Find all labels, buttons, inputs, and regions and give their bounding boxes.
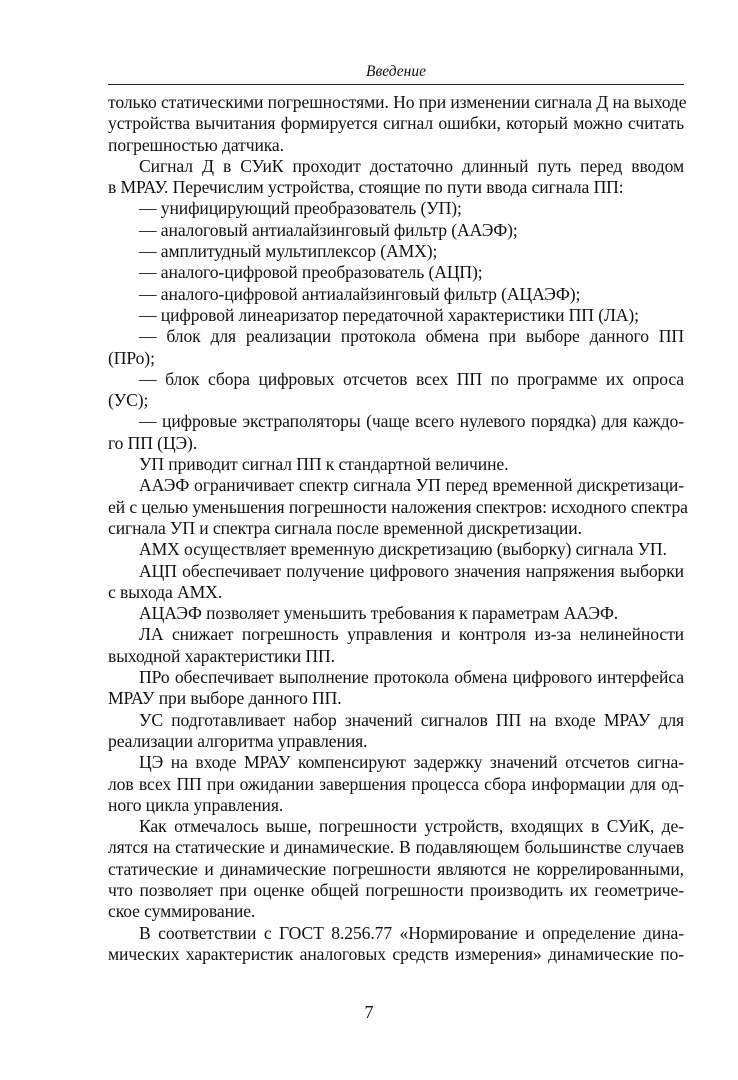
text-line: устройства вычитания формируется сигнал ошибки, который можно считать [108,113,684,134]
text-line: выходной характеристики ПП. [108,645,335,666]
list-item: — блок для реализации протокола обмена при выборе данного ПП [139,326,684,347]
text-line: Как отмечалось выше, погрешности устройств, входящих в СУиК, де- [139,816,684,837]
list-item: — аналого-цифровой антиалайзинговый фильтр (АЦАЭФ); [139,283,581,304]
list-item-continuation: го ПП (ЦЭ). [108,432,198,453]
text-line: ЛА снижает погрешность управления и контроля из-за нелинейности [139,624,684,645]
text-line: сигнала УП и спектра сигнала после временной дискретизации. [108,517,582,538]
text-line: только статическими погрешностями. Но при изменении сигнала Д на выходе [108,92,687,112]
text-line: реализации алгоритма управления. [108,730,368,751]
text-line: Сигнал Д в СУиК проходит достаточно длинный путь перед вводом [139,155,684,176]
text-line: ПРо обеспечивает выполнение протокола обмена цифрового интерфейса [139,667,684,688]
text-line: ААЭФ ограничивает спектр сигнала УП перед временной дискретизаци- [139,475,684,496]
list-item: — цифровой линеаризатор передаточной характеристики ПП (ЛА); [139,304,639,325]
text-line: что позволяет при оценке общей погрешности производить их геометриче- [108,879,684,900]
list-item: — блок сбора цифровых отсчетов всех ПП по программе их опроса [139,368,684,389]
header-title: Введение [366,63,426,80]
list-item-continuation: (УС); [108,390,149,411]
text-line: лятся на статические и динамические. В подавляющем большинстве случаев [108,837,684,858]
text-line: МРАУ при выборе данного ПП. [108,688,342,709]
text-line: с выхода АМХ. [108,581,223,602]
text-line: ЦЭ на входе МРАУ компенсируют задержку значений отсчетов сигна- [139,752,684,773]
page-number: 7 [364,1002,374,1022]
text-line: статические и динамические погрешности являются не коррелированными, [108,858,684,879]
text-line: мических характеристик аналоговых средств измерения» динамические по- [108,943,684,964]
text-line: в МРАУ. Перечислим устройства, стоящие по пути ввода сигнала ПП: [108,177,624,198]
list-item: — амплитудный мультиплексор (АМХ); [139,241,438,262]
text-line: ного цикла управления. [108,794,284,815]
running-header [108,62,684,85]
text-line: лов всех ПП при ожидании завершения процесса сбора информации для од- [108,773,684,794]
text-line: ей с целью уменьшения погрешности наложения спектров: исходного спектра [108,496,688,517]
text-line: АЦАЭФ позволяет уменьшить требования к параметрам ААЭФ. [139,603,619,624]
text-line: АМХ осуществляет временную дискретизацию (выборку) сигнала УП. [139,539,667,560]
text-line: В соответствии с ГОСТ 8.256.77 «Нормирование и определение дина- [139,922,684,943]
text-line: ское суммирование. [108,901,256,922]
list-item: — унифицирующий преобразователь (УП); [139,198,462,219]
list-item: — цифровые экстраполяторы (чаще всего нулевого порядка) для каждо- [139,411,684,432]
text-line: АЦП обеспечивает получение цифрового значения напряжения выборки [139,560,684,581]
list-item-continuation: (ПРо); [108,347,155,368]
text-line: УП приводит сигнал ПП к стандартной величине. [139,454,509,475]
text-line: погрешностью датчика. [108,134,284,155]
body-text [108,92,688,965]
list-item: — аналого-цифровой преобразователь (АЦП); [139,262,483,283]
text-line: УС подготавливает набор значений сигналов ПП на входе МРАУ для [139,709,684,730]
list-item: — аналоговый антиалайзинговый фильтр (ААЭФ); [139,219,518,240]
